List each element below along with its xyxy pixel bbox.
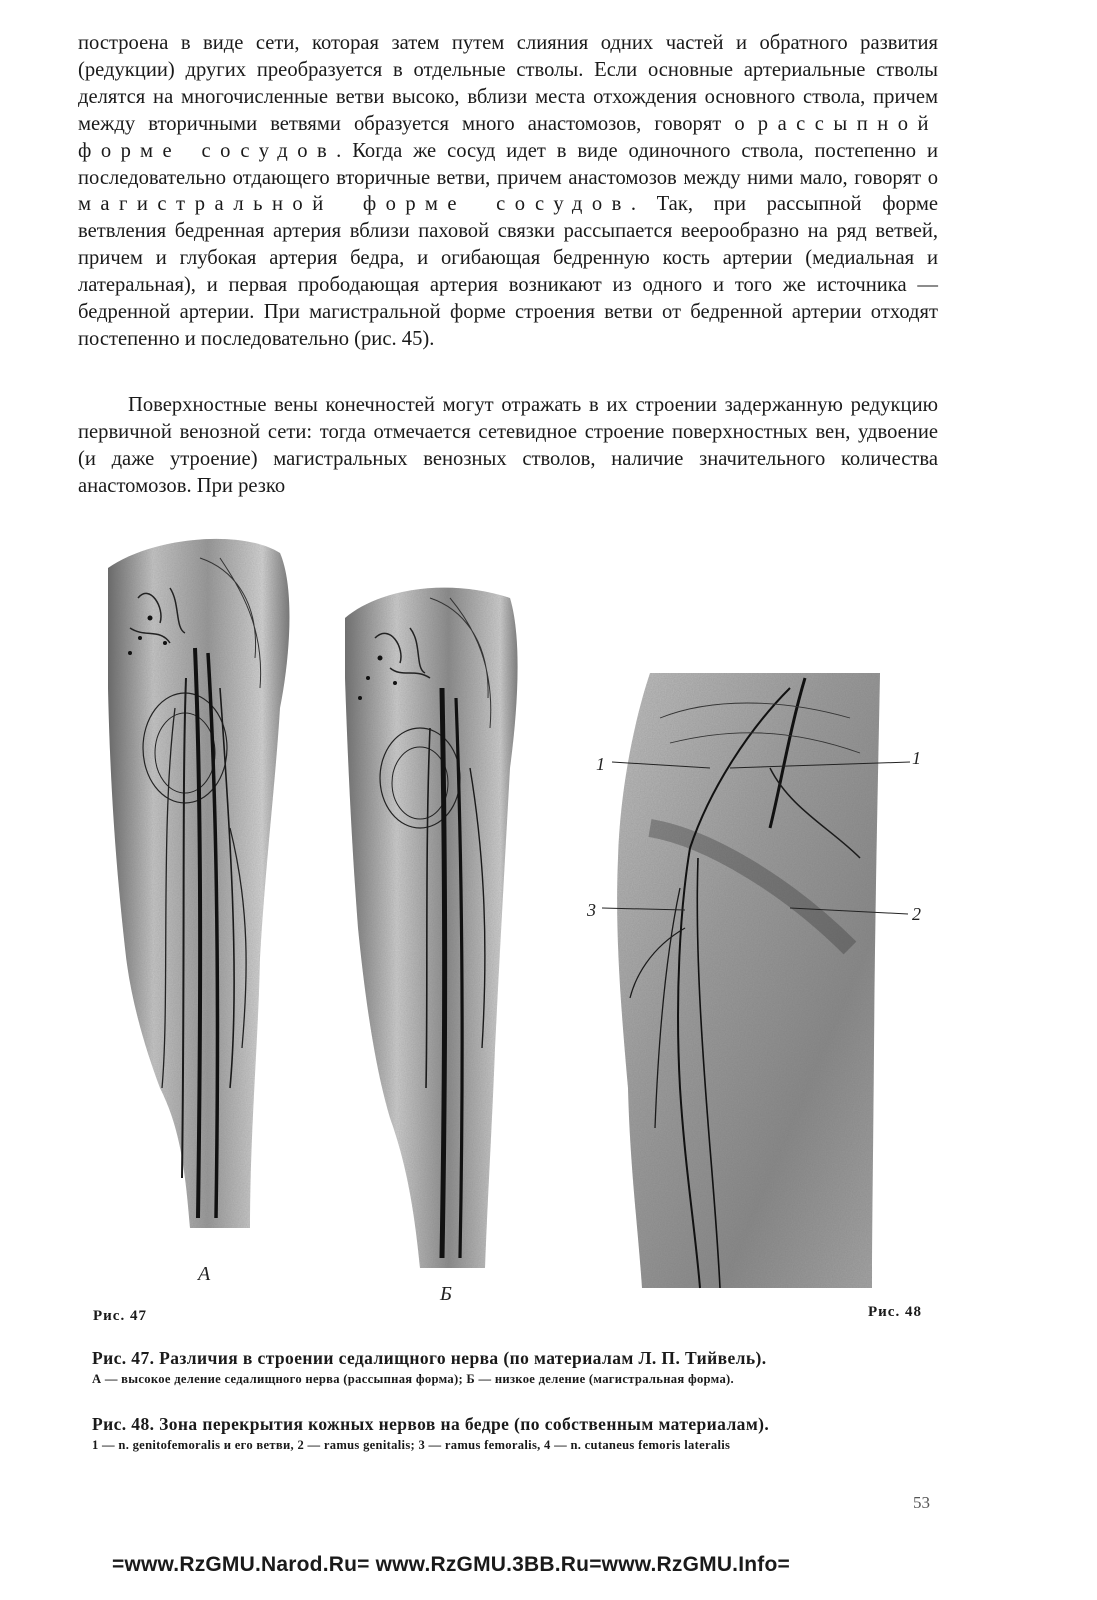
- figures-illustration: [90, 528, 950, 1308]
- body-paragraph-1: [78, 30, 938, 353]
- label-1-right: 1: [912, 748, 921, 768]
- figure-47-label: Рис. 47: [93, 1308, 147, 1324]
- caption-47-title: Рис. 47. Различия в строении седалищного нерва (по материалам Л. П. Тийвель).: [92, 1348, 767, 1368]
- page-number: 53: [913, 1493, 930, 1512]
- label-a: А: [198, 1263, 211, 1285]
- caption-48-title: Рис. 48. Зона перекрытия кожных нервов на бедре (по собственным материалам).: [92, 1414, 770, 1434]
- body-paragraph-2: Поверхностные вены конечностей могут отражать в их строении задержанную редукцию первичной венозной сети: тогда отмечается сетевидное строение поверхностных вен, удвоение (и даже утроение) магистральных венозных стволов, наличие значительного количества анастомозов. При резко: [78, 394, 938, 497]
- label-3: 3: [587, 900, 596, 920]
- figure-47a-leg: [108, 539, 289, 1285]
- text-run: . Когда же сосуд идет в виде одиночного ствола, постепенно и последовательно отдающего вторичные ветви, причем анастомозов между ними мало, говорят о: [78, 139, 938, 189]
- label-b: Б: [440, 1283, 452, 1305]
- text-run: . Так, при рассыпной форме ветвления бедренная артерия вблизи паховой связки рассыпается веерообразно на ряд ветвей, причем и глубокая артерия бедра, и огибающая бедренную кость артерии (медиальная и латеральная), и первая прободающая артерия возникают из одного и того же источника — бедренной артерии. При магистральной форме строения ветви от бедренной артерии отходят постепенно и последовательно (рис. 45).: [78, 193, 939, 350]
- label-2: 2: [912, 904, 921, 924]
- figure-47b-leg: [345, 588, 518, 1305]
- figure-48-thigh: [586, 673, 921, 1288]
- figures-area: [90, 528, 950, 1308]
- footer-watermark-text: =www.RzGMU.Narod.Ru= www.RzGMU.3BB.Ru=www.RzGMU.Info=: [112, 1553, 790, 1576]
- spaced-term-trunk-form: магистральной форме сосудов: [78, 193, 631, 216]
- figure-48-label: Рис. 48: [868, 1304, 922, 1320]
- text-run: построена в виде сети, которая затем путем слияния одних частей и обратного развития (редукции) других преобразуется в отдельные стволы. Если основные артериальные стволы делятся на многочисленные ветви высоко, вблизи места отхождения основного ствола, причем между вторичными ветвями образуется много анастомозов, говорят о: [78, 32, 938, 135]
- caption-47-text: А — высокое деление седалищного нерва (рассыпная форма); Б — низкое деление (магистральная форма).: [92, 1372, 734, 1386]
- spaced-term-dispersed-form: рассыпной форме сосудов: [78, 112, 938, 162]
- caption-48-text: 1 — n. genitofemoralis и его ветви, 2 — ramus genitalis; 3 — ramus femoralis, 4 — n. cutaneus femoris lateralis: [92, 1438, 731, 1452]
- label-1-left: 1: [596, 754, 605, 774]
